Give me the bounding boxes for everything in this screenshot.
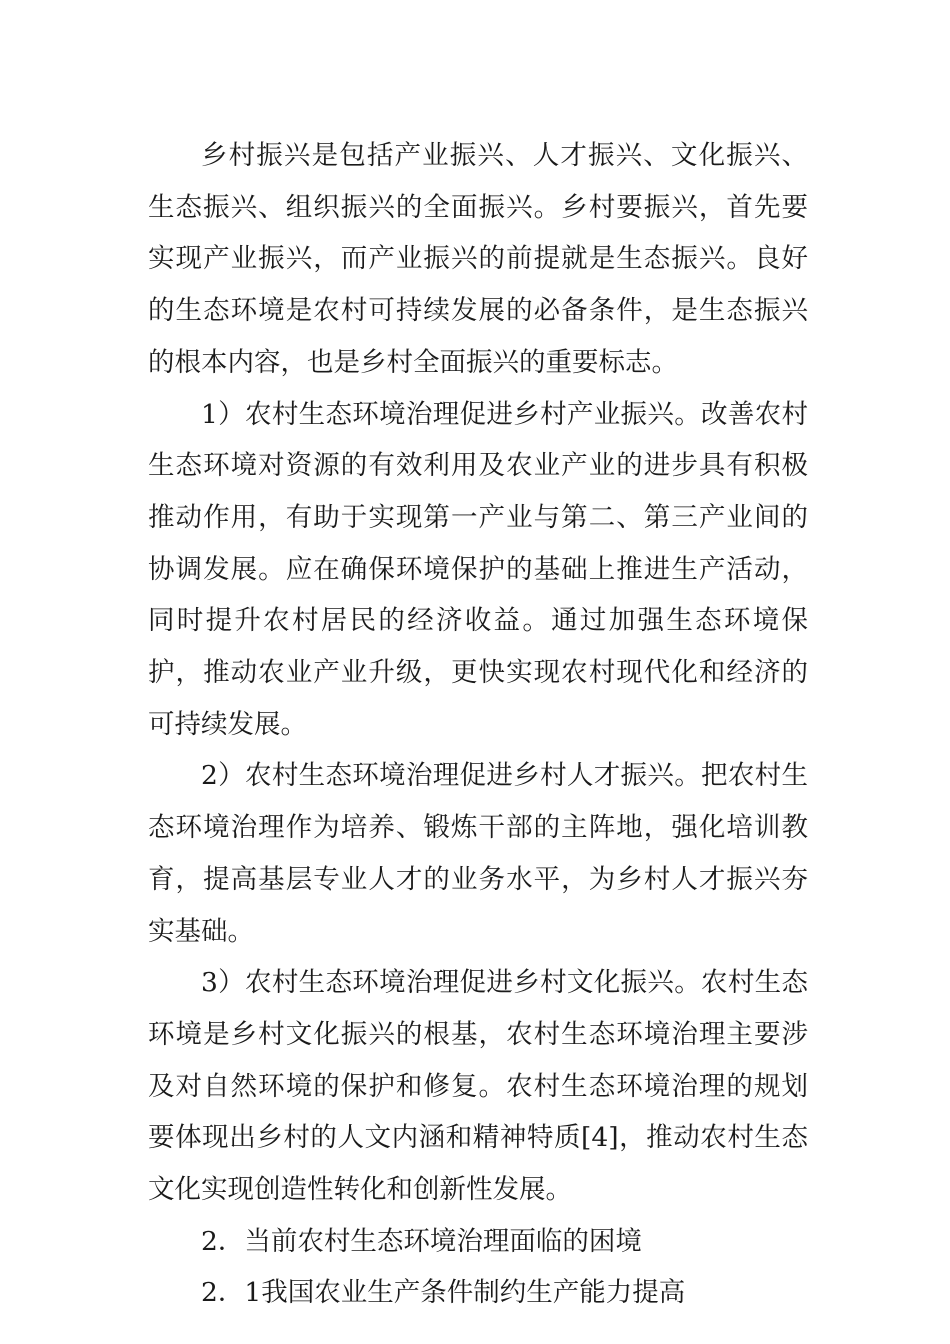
paragraph-talent-revitalization: 2）农村生态环境治理促进乡村人才振兴。把农村生态环境治理作为培养、锻炼干部的主阵地，强化培训教育，提高基层专业人才的业务水平，为乡村人才振兴夯实基础。	[148, 760, 808, 947]
paragraph-industry-revitalization: 1）农村生态环境治理促进乡村产业振兴。改善农村生态环境对资源的有效利用及农业产业的进步具有积极推动作用，有助于实现第一产业与第二、第三产业间的协调发展。应在确保环境保护的基础上推进生产活动，同时提升农村居民的经济收益。通过加强生态环境保护，推动农业产业升级，更快实现农村现代化和经济的可持续发展。	[148, 398, 808, 740]
section-heading: 2．当前农村生态环境治理面临的困境	[201, 1225, 642, 1257]
paragraph-culture-revitalization: 3）农村生态环境治理促进乡村文化振兴。农村生态环境是乡村文化振兴的根基，农村生态环境治理主要涉及对自然环境的保护和修复。农村生态环境治理的规划要体现出乡村的人文内涵和精神特质[4]，推动农村生态文化实现创造性转化和创新性发展。	[148, 967, 808, 1206]
subsection-heading: 2．1我国农业生产条件制约生产能力提高	[201, 1277, 686, 1309]
paragraph-intro: 乡村振兴是包括产业振兴、人才振兴、文化振兴、生态振兴、组织振兴的全面振兴。乡村要振兴，首先要实现产业振兴，而产业振兴的前提就是生态振兴。良好的生态环境是农村可持续发展的必备条件，是生态振兴的根本内容，也是乡村全面振兴的重要标志。	[148, 140, 808, 378]
document-body	[148, 130, 808, 1319]
